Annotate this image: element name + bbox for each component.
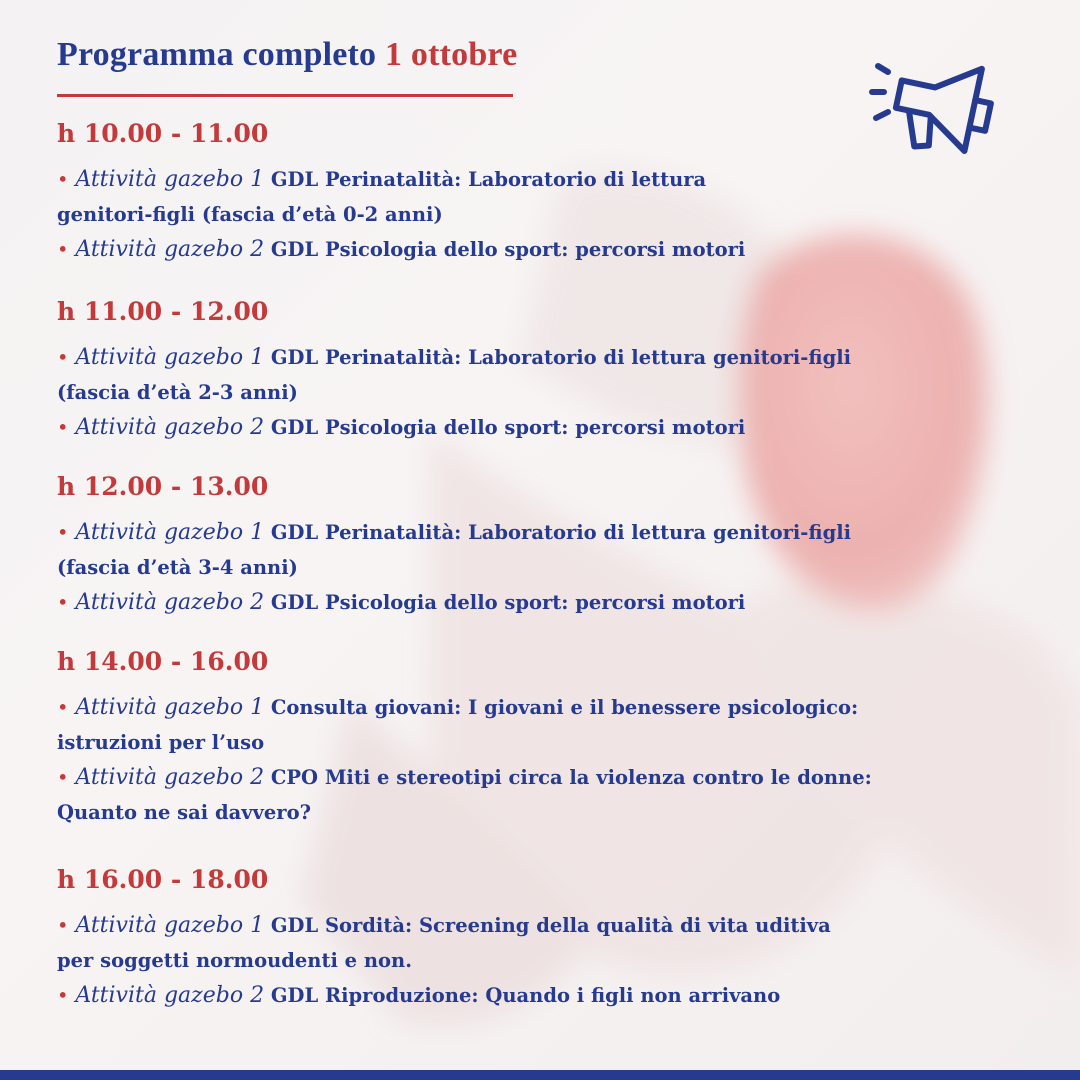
gazebo-label: Attività gazebo 1	[75, 520, 265, 545]
title-prefix: Programma completo	[57, 36, 377, 73]
activity-line	[57, 908, 997, 943]
activity-text: GDL Psicologia dello sport: percorsi motori	[270, 591, 746, 614]
slot-time: h 10.00 - 11.00	[57, 119, 269, 148]
bullet-icon: •	[57, 696, 69, 719]
bottom-bar	[0, 1070, 1080, 1080]
bullet-icon: •	[57, 238, 69, 261]
page-title	[57, 36, 517, 74]
activity-line	[57, 162, 997, 197]
gazebo-label: Attività gazebo 1	[75, 913, 265, 938]
time-slot	[57, 469, 997, 644]
activity-item	[57, 690, 997, 760]
time-slot	[57, 294, 997, 469]
activity-text: GDL Riproduzione: Quando i figli non arrivano	[270, 984, 781, 1007]
title-date: 1 ottobre	[384, 36, 518, 73]
bullet-icon: •	[57, 416, 69, 439]
activity-line: (fascia d’età 3-4 anni)	[57, 556, 298, 579]
activity-item	[57, 515, 997, 585]
activity-item	[57, 232, 997, 267]
activity-item	[57, 978, 997, 1013]
gazebo-label: Attività gazebo 2	[75, 415, 265, 440]
activity-line: Quanto ne sai davvero?	[57, 801, 312, 824]
activity-line: (fascia d’età 2-3 anni)	[57, 381, 298, 404]
title-underline	[57, 94, 513, 97]
activity-text: GDL Psicologia dello sport: percorsi motori	[270, 416, 746, 439]
time-slot	[57, 116, 997, 294]
activity-text: GDL Sordità: Screening della qualità di vita uditiva	[270, 914, 831, 937]
time-slot	[57, 862, 997, 1013]
slot-time: h 12.00 - 13.00	[57, 472, 269, 501]
activity-line	[57, 760, 997, 795]
bullet-icon: •	[57, 168, 69, 191]
gazebo-label: Attività gazebo 1	[75, 345, 265, 370]
activity-line	[57, 585, 997, 620]
gazebo-label: Attività gazebo 2	[75, 237, 265, 262]
activity-line	[57, 690, 997, 725]
activity-line	[57, 978, 997, 1013]
activity-item	[57, 760, 997, 830]
activity-line	[57, 515, 997, 550]
gazebo-label: Attività gazebo 2	[75, 590, 265, 615]
activity-line: per soggetti normoudenti e non.	[57, 949, 413, 972]
activity-item	[57, 410, 997, 445]
activity-text: GDL Perinatalità: Laboratorio di lettura	[270, 168, 707, 191]
activity-line: genitori-figli (fascia d’età 0-2 anni)	[57, 203, 443, 226]
bullet-icon: •	[57, 346, 69, 369]
activity-text: GDL Perinatalità: Laboratorio di lettura genitori-figli	[270, 521, 852, 544]
activity-item	[57, 908, 997, 978]
activity-line	[57, 410, 997, 445]
bullet-icon: •	[57, 914, 69, 937]
activity-line: istruzioni per l’uso	[57, 731, 265, 754]
bullet-icon: •	[57, 766, 69, 789]
slot-time: h 16.00 - 18.00	[57, 865, 269, 894]
bullet-icon: •	[57, 984, 69, 1007]
activity-item	[57, 340, 997, 410]
slot-time: h 14.00 - 16.00	[57, 647, 269, 676]
bullet-icon: •	[57, 591, 69, 614]
gazebo-label: Attività gazebo 1	[75, 695, 265, 720]
gazebo-label: Attività gazebo 2	[75, 765, 265, 790]
bullet-icon: •	[57, 521, 69, 544]
activity-line	[57, 340, 997, 375]
activity-item	[57, 162, 997, 232]
gazebo-label: Attività gazebo 2	[75, 983, 265, 1008]
schedule	[57, 116, 997, 1013]
activity-text: GDL Psicologia dello sport: percorsi motori	[270, 238, 746, 261]
activity-text: CPO Miti e stereotipi circa la violenza contro le donne:	[270, 766, 872, 789]
activity-text: Consulta giovani: I giovani e il benessere psicologico:	[270, 696, 859, 719]
activity-item	[57, 585, 997, 620]
activity-text: GDL Perinatalità: Laboratorio di lettura genitori-figli	[270, 346, 852, 369]
activity-line	[57, 232, 997, 267]
gazebo-label: Attività gazebo 1	[75, 167, 265, 192]
time-slot	[57, 644, 997, 862]
slot-time: h 11.00 - 12.00	[57, 297, 269, 326]
